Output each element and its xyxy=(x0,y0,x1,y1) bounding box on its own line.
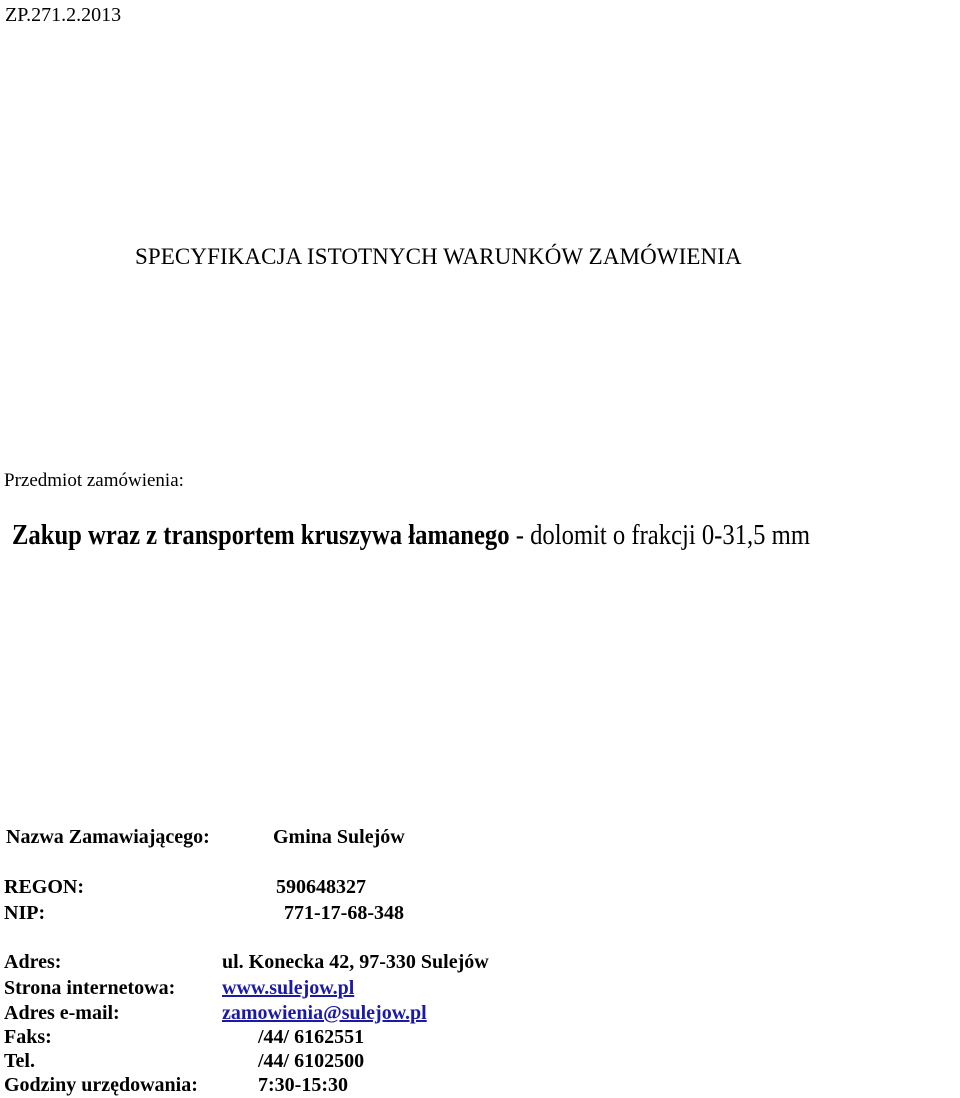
website-link[interactable]: www.sulejow.pl xyxy=(222,977,355,999)
regon-label: REGON: xyxy=(4,876,84,898)
fax-label: Faks: xyxy=(4,1026,52,1048)
website-label: Strona internetowa: xyxy=(4,977,176,999)
orderer-name-value: Gmina Sulejów xyxy=(273,826,405,848)
nip-label: NIP: xyxy=(4,902,46,924)
orderer-name-label: Nazwa Zamawiającego: xyxy=(6,826,210,848)
office-hours-value: 7:30-15:30 xyxy=(258,1074,348,1096)
address-label: Adres: xyxy=(4,951,62,973)
subject-label: Przedmiot zamówienia: xyxy=(4,470,184,491)
regon-value: 590648327 xyxy=(276,876,366,898)
phone-value: /44/ 6102500 xyxy=(258,1050,365,1072)
office-hours-label: Godziny urzędowania: xyxy=(4,1074,198,1096)
email-link[interactable]: zamowienia@sulejow.pl xyxy=(222,1002,427,1024)
phone-label: Tel. xyxy=(4,1050,35,1072)
document-title: SPECYFIKACJA ISTOTNYCH WARUNKÓW ZAMÓWIENIA xyxy=(135,244,742,269)
order-subject-rest: - dolomit o frakcji 0-31,5 mm xyxy=(509,520,810,551)
fax-value: /44/ 6162551 xyxy=(258,1026,365,1048)
order-subject-bold: Zakup wraz z transportem kruszywa łamanego xyxy=(12,520,510,551)
reference-number: ZP.271.2.2013 xyxy=(5,4,122,26)
email-label: Adres e-mail: xyxy=(4,1002,120,1024)
order-subject xyxy=(12,520,810,552)
address-value: ul. Konecka 42, 97-330 Sulejów xyxy=(222,951,489,973)
nip-value: 771-17-68-348 xyxy=(284,902,404,924)
